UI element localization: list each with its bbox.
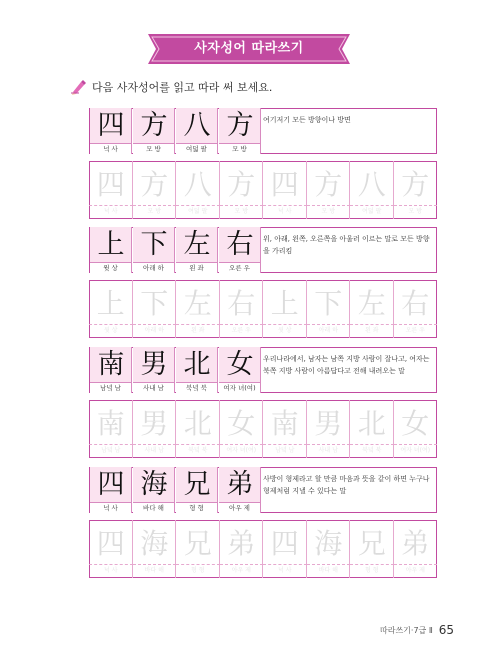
hanja-cell [133,227,175,273]
tracing-cell[interactable] [220,400,264,458]
tracing-guide-character: 南 [96,407,125,440]
hanja-reading: 윗 상 [90,262,132,273]
hanja-cell [219,227,261,273]
hanja-cell [90,467,132,513]
tracing-cell[interactable] [307,280,351,338]
hanja-cell [90,227,132,273]
tracing-cell[interactable] [263,280,307,338]
tracing-guide-character: 左 [183,287,212,320]
tracing-guide-character: 女 [227,407,256,440]
hanja-reading: 남녘 남 [90,382,132,393]
tracing-guide-reading: 넉 사 [263,205,307,218]
idiom-section [89,467,437,580]
tracing-guide-reading: 넉 사 [89,564,133,577]
tracing-guide-reading: 윗 상 [89,324,133,337]
hanja-character: 四 [97,469,125,500]
hanja-reading: 여덟 팔 [176,143,218,154]
tracing-cell[interactable] [220,520,264,578]
tracing-guide-reading: 아래 하 [307,324,351,337]
tracing-cell[interactable] [220,280,264,338]
idiom-section [89,227,437,340]
tracing-guide-character: 男 [314,407,343,440]
tracing-guide-reading: 형 형 [350,564,394,577]
page-footer [380,622,454,638]
page-number: 65 [438,623,455,637]
tracing-guide-reading: 아우 제 [220,564,264,577]
title-banner [148,34,350,64]
tracing-cell[interactable] [89,280,133,338]
tracing-guide-character: 方 [401,168,430,201]
tracing-guide-reading: 바다 해 [307,564,351,577]
tracing-guide-character: 兄 [357,527,386,560]
tracing-guide-character: 四 [96,527,125,560]
tracing-guide-character: 八 [357,168,386,201]
tracing-cell[interactable] [220,161,264,219]
idiom-meaning: 사방이 형제라고 할 만큼 마음과 뜻을 같이 하면 누구나 형제처럼 지낼 수 있다는 말 [263,475,430,495]
tracing-cell[interactable] [350,520,394,578]
tracing-guide-reading: 아래 하 [133,324,177,337]
idiom-section [89,108,437,221]
tracing-guide-character: 四 [270,527,299,560]
tracing-cell[interactable] [263,161,307,219]
tracing-guide-reading: 넉 사 [89,205,133,218]
hanja-character: 女 [226,349,254,380]
tracing-cell[interactable] [394,161,438,219]
tracing-guide-character: 弟 [401,527,430,560]
tracing-guide-character: 方 [227,168,256,201]
tracing-guide-character: 左 [357,287,386,320]
hanja-character: 方 [226,110,254,141]
tracing-guide-character: 下 [314,287,343,320]
tracing-guide-reading: 모 방 [133,205,177,218]
tracing-guide-reading: 남녘 남 [263,444,307,457]
tracing-guide-character: 女 [401,407,430,440]
hanja-reading: 아우 제 [219,502,261,513]
hanja-character: 上 [97,229,125,260]
tracing-guide-character: 北 [183,407,212,440]
hanja-character: 北 [183,349,211,380]
hanja-character: 南 [97,349,125,380]
tracing-guide-reading: 남녘 남 [89,444,133,457]
tracing-cell[interactable] [263,400,307,458]
tracing-guide-reading: 넉 사 [263,564,307,577]
hanja-cell [90,108,132,154]
hanja-cell [219,108,261,154]
tracing-guide-character: 右 [401,287,430,320]
tracing-guide-character: 方 [314,168,343,201]
tracing-cell[interactable] [350,280,394,338]
tracing-cell[interactable] [133,280,177,338]
tracing-guide-character: 下 [140,287,169,320]
hanja-reading: 왼 좌 [176,262,218,273]
tracing-guide-character: 弟 [227,527,256,560]
idiom-meaning: 여기저기 모든 방향이나 방면 [263,116,351,124]
hanja-character: 右 [226,229,254,260]
hanja-character: 弟 [226,469,254,500]
tracing-cell[interactable] [350,161,394,219]
tracing-guide-reading: 사내 남 [307,444,351,457]
tracing-guide-reading: 모 방 [307,205,351,218]
tracing-guide-character: 右 [227,287,256,320]
hanja-reading: 여자 녀(여) [219,382,261,393]
hanja-cell [176,347,218,393]
idiom-section [89,347,437,460]
hanja-character: 方 [140,110,168,141]
hanja-character: 下 [140,229,168,260]
tracing-guide-character: 南 [270,407,299,440]
footer-label: 따라쓰기·7급 Ⅱ [380,625,433,635]
tracing-cell[interactable] [307,520,351,578]
tracing-guide-reading: 바다 해 [133,564,177,577]
tracing-guide-character: 男 [140,407,169,440]
hanja-character: 男 [140,349,168,380]
tracing-guide-character: 四 [96,168,125,201]
hanja-reading: 오른 우 [219,262,261,273]
hanja-reading: 아래 하 [133,262,175,273]
tracing-guide-reading: 오른 우 [220,324,264,337]
tracing-guide-reading: 형 형 [176,564,220,577]
tracing-guide-character: 兄 [183,527,212,560]
instruction-text: 다음 사자성어를 읽고 따라 써 보세요. [92,81,273,94]
hanja-character: 海 [140,469,168,500]
tracing-cell[interactable] [133,400,177,458]
tracing-cell[interactable] [176,520,220,578]
tracing-cell[interactable] [263,520,307,578]
tracing-cell[interactable] [176,280,220,338]
tracing-cell[interactable] [133,520,177,578]
hanja-cell [219,467,261,513]
tracing-guide-reading: 왼 좌 [176,324,220,337]
hanja-character: 左 [183,229,211,260]
tracing-guide-reading: 북녘 북 [176,444,220,457]
tracing-cell[interactable] [307,161,351,219]
hanja-cell [176,467,218,513]
instruction-row [70,79,272,95]
page-title: 사자성어 따라쓰기 [194,41,304,56]
pencil-icon [70,79,86,95]
hanja-cell [133,108,175,154]
tracing-guide-character: 海 [140,527,169,560]
hanja-reading: 북녘 북 [176,382,218,393]
idiom-meaning: 우리나라에서, 남자는 남쪽 지방 사람이 잘나고, 여자는 북쪽 지방 사람이 아름답다고 전해 내려오는 말 [263,355,430,375]
tracing-guide-reading: 윗 상 [263,324,307,337]
tracing-guide-reading: 북녘 북 [350,444,394,457]
tracing-guide-character: 八 [183,168,212,201]
tracing-cell[interactable] [394,520,438,578]
tracing-cell[interactable] [176,161,220,219]
hanja-cell [176,108,218,154]
tracing-guide-reading: 모 방 [394,205,438,218]
hanja-cell [219,347,261,393]
hanja-reading: 넉 사 [90,502,132,513]
tracing-cell[interactable] [394,280,438,338]
tracing-guide-character: 上 [96,287,125,320]
hanja-cell [133,347,175,393]
hanja-reading: 사내 남 [133,382,175,393]
hanja-reading: 바다 해 [133,502,175,513]
tracing-guide-character: 海 [314,527,343,560]
tracing-guide-reading: 오른 우 [394,324,438,337]
tracing-guide-reading: 아우 제 [394,564,438,577]
tracing-cell[interactable] [307,400,351,458]
tracing-guide-reading: 왼 좌 [350,324,394,337]
idiom-meaning: 위, 아래, 왼쪽, 오른쪽을 아울러 이르는 말로 모든 방향을 가리킴 [263,235,430,255]
tracing-cell[interactable] [89,161,133,219]
hanja-cell [133,467,175,513]
hanja-reading: 넉 사 [90,143,132,154]
tracing-guide-reading: 여자 녀(여) [220,444,264,457]
hanja-reading: 모 방 [133,143,175,154]
tracing-cell[interactable] [133,161,177,219]
tracing-guide-reading: 여덟 팔 [176,205,220,218]
hanja-cell [90,347,132,393]
tracing-guide-character: 上 [270,287,299,320]
tracing-guide-reading: 모 방 [220,205,264,218]
tracing-cell[interactable] [176,400,220,458]
tracing-guide-character: 方 [140,168,169,201]
tracing-guide-character: 北 [357,407,386,440]
hanja-reading: 모 방 [219,143,261,154]
hanja-character: 八 [183,110,211,141]
tracing-guide-character: 四 [270,168,299,201]
hanja-character: 四 [97,110,125,141]
hanja-character: 兄 [183,469,211,500]
hanja-reading: 형 형 [176,502,218,513]
tracing-cell[interactable] [350,400,394,458]
tracing-guide-reading: 사내 남 [133,444,177,457]
hanja-cell [176,227,218,273]
tracing-guide-reading: 여덟 팔 [350,205,394,218]
tracing-cell[interactable] [89,400,133,458]
tracing-cell[interactable] [394,400,438,458]
tracing-cell[interactable] [89,520,133,578]
tracing-guide-reading: 여자 녀(여) [394,444,438,457]
